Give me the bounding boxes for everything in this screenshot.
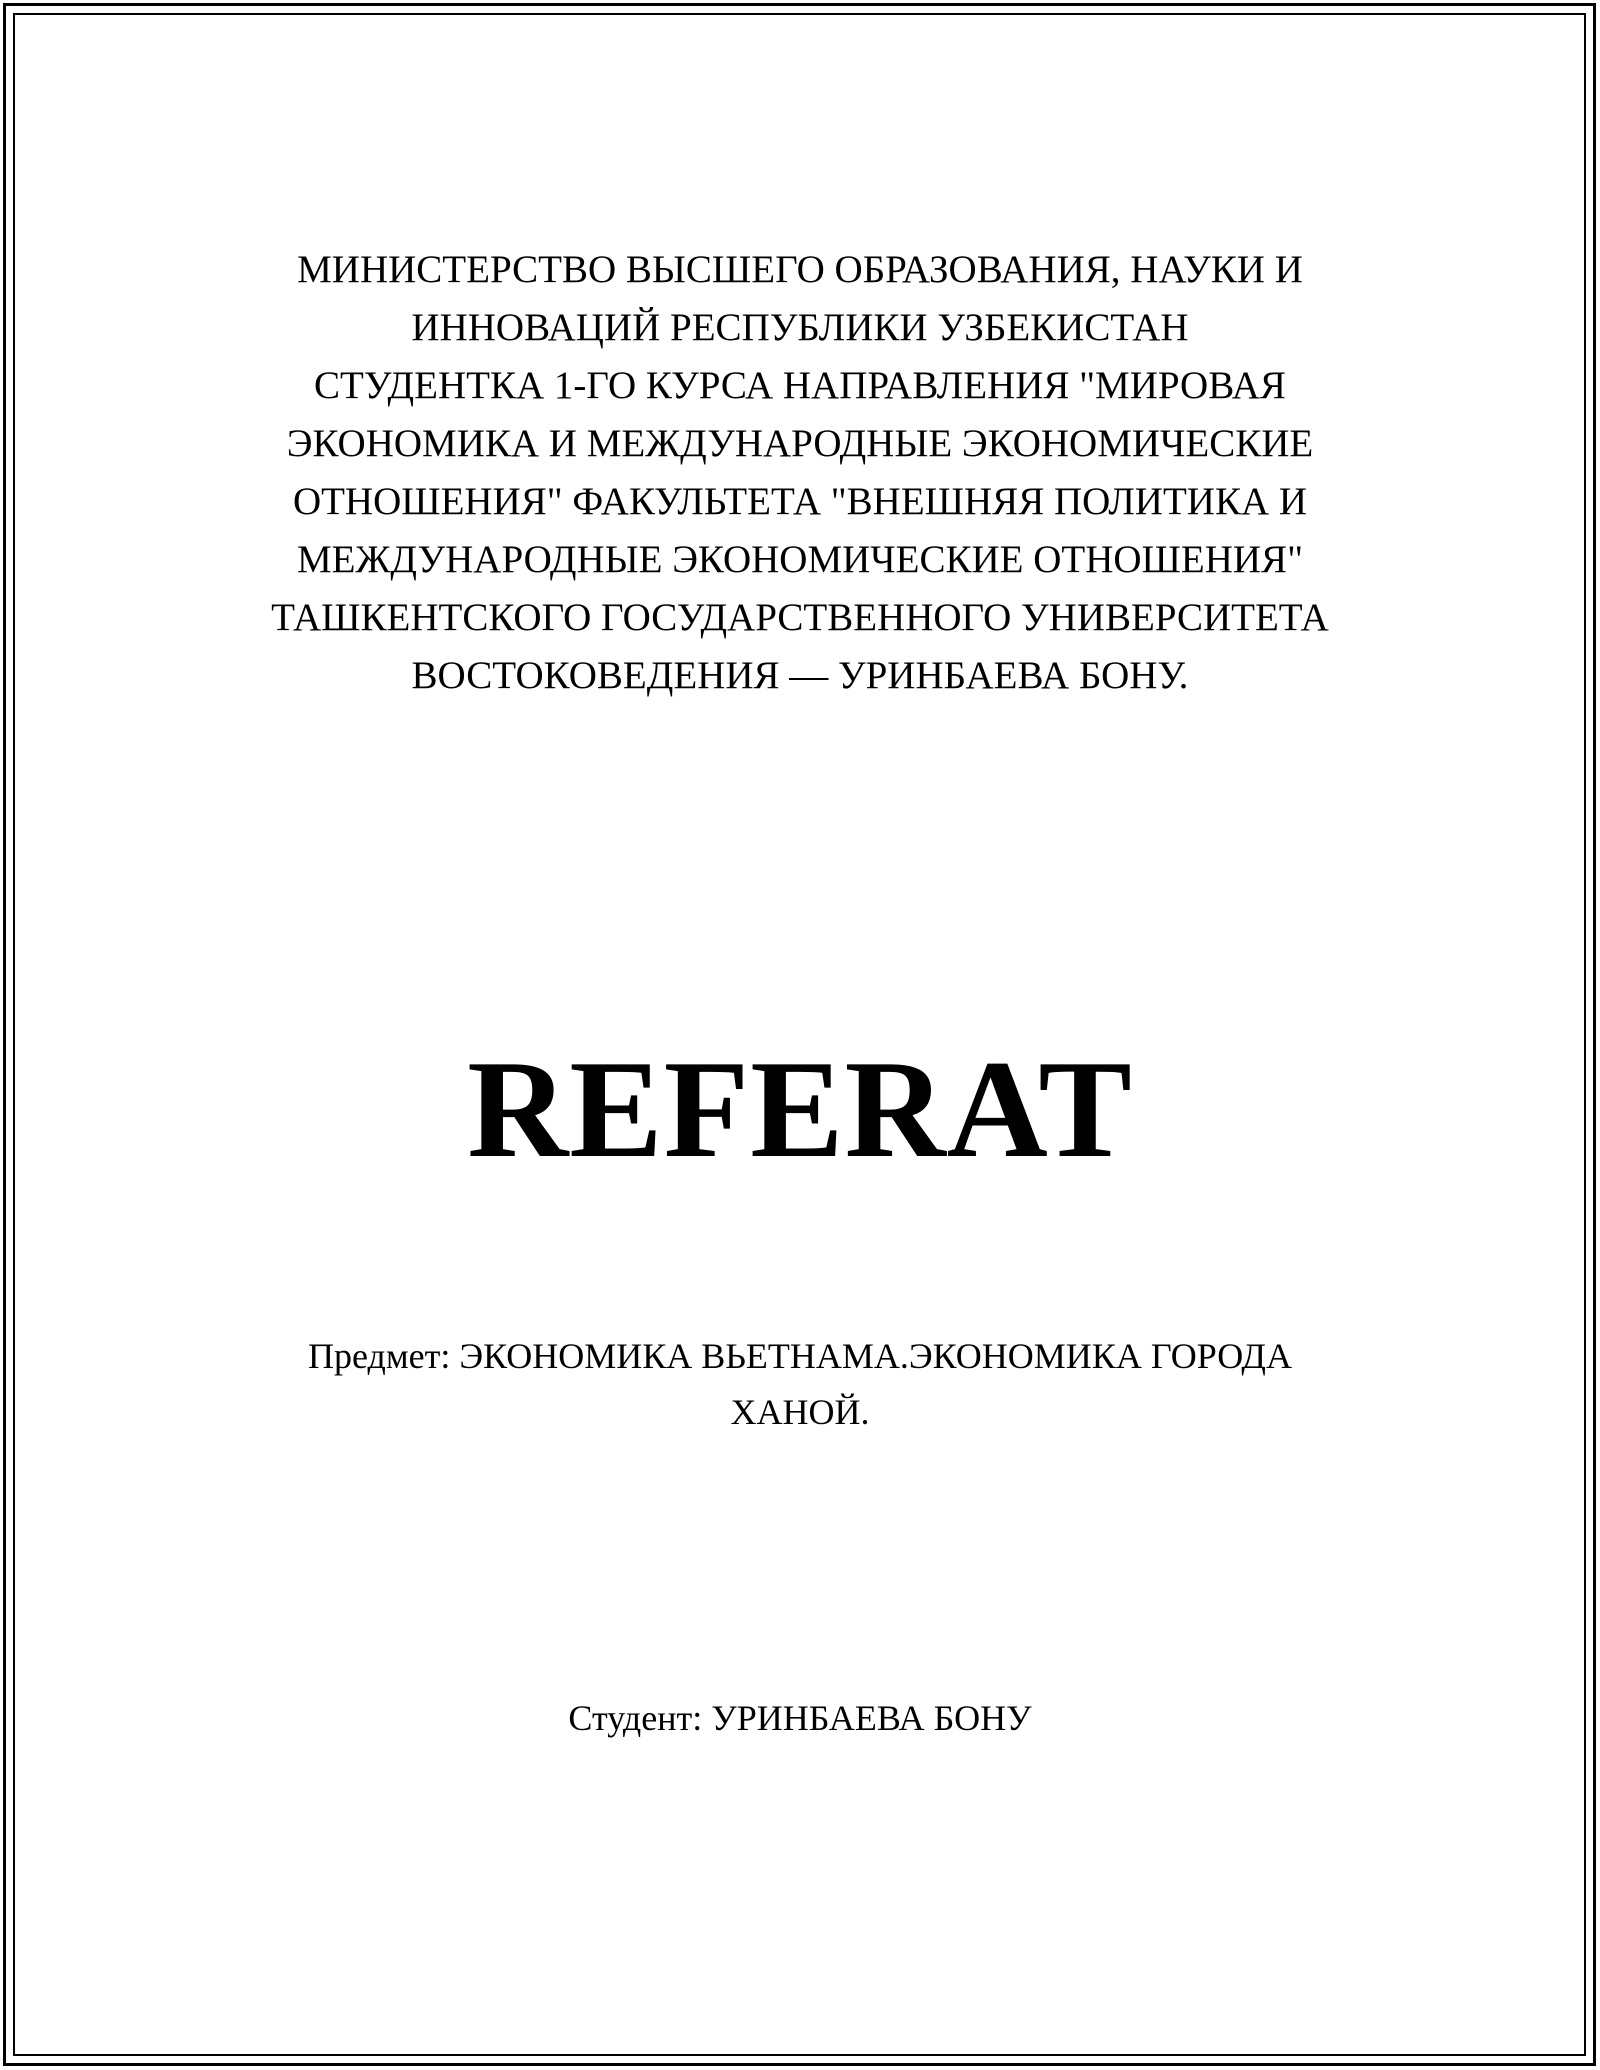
student-line: Студент: УРИНБАЕВА БОНУ [568, 1698, 1032, 1738]
institution-header [240, 241, 1360, 705]
document-title: REFERAT [467, 1032, 1133, 1187]
subject-line: Предмет: ЭКОНОМИКА ВЬЕТНАМА.ЭКОНОМИКА ГОРОДА ХАНОЙ. [308, 1336, 1292, 1432]
ministry-line-2: ИННОВАЦИЙ РЕСПУБЛИКИ УЗБЕКИСТАН [411, 306, 1189, 349]
student-description: СТУДЕНТКА 1-ГО КУРСА НАПРАВЛЕНИЯ "МИРОВАЯ ЭКОНОМИКА И МЕЖДУНАРОДНЫЕ ЭКОНОМИЧЕСКИЕ ОТНОШЕНИЯ" ФАКУЛЬТЕТА "ВНЕШНЯЯ ПОЛИТИКА И МЕЖДУНАРОДНЫЕ ЭКОНОМИЧЕСКИЕ ОТНОШЕНИЯ" ТАШКЕНТСКОГО ГОСУДАРСТВЕННОГО УНИВЕРСИТЕТА ВОСТОКОВЕДЕНИЯ — УРИНБАЕВА БОНУ. [271, 364, 1329, 697]
ministry-line-1: МИНИСТЕРСТВО ВЫСШЕГО ОБРАЗОВАНИЯ, НАУКИ И [297, 248, 1303, 291]
